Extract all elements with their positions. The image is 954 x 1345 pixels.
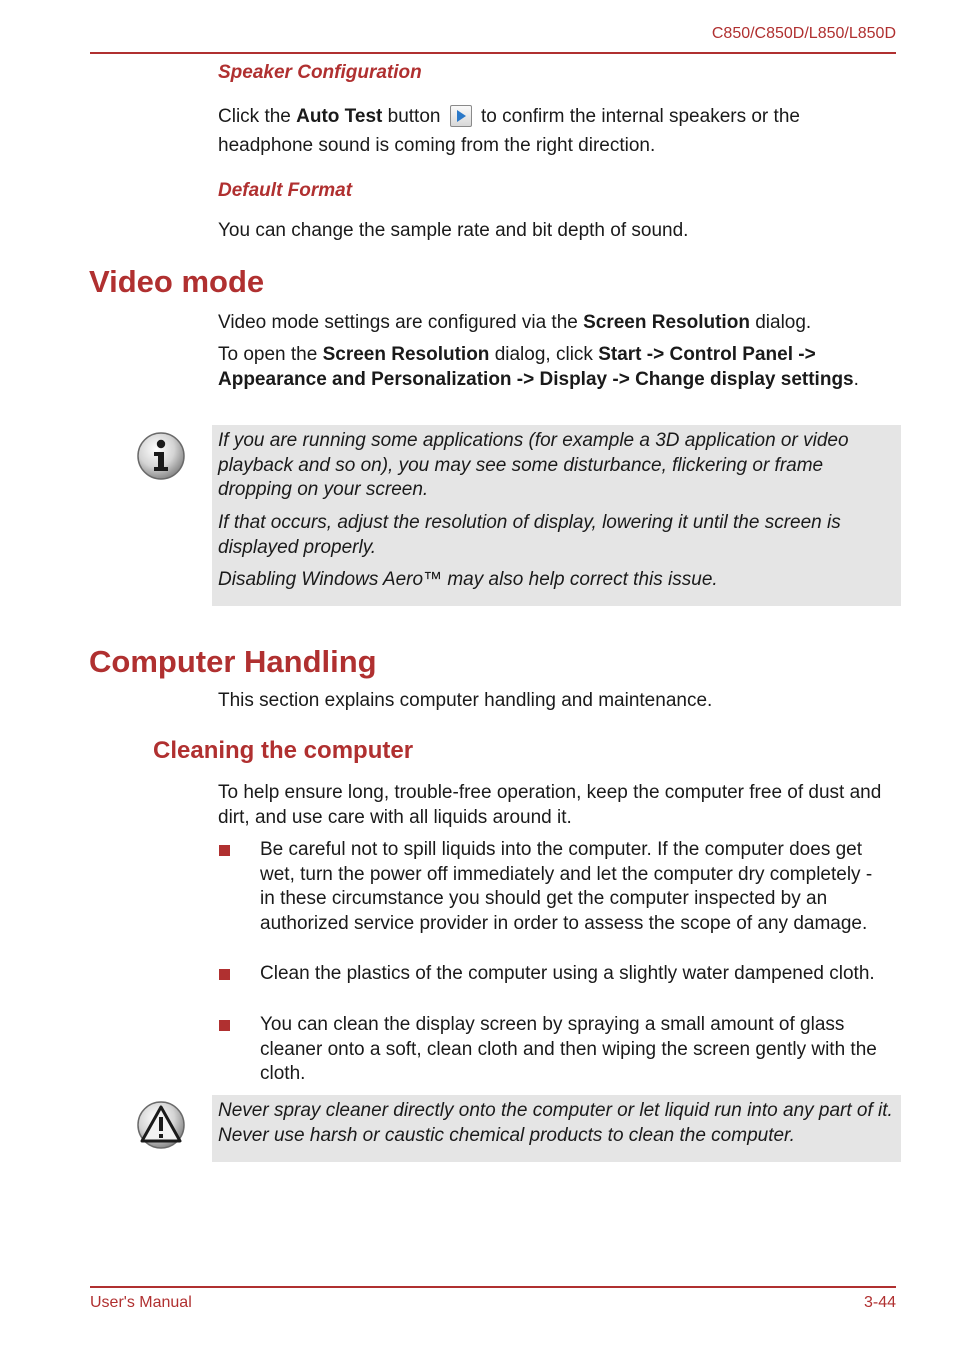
header-model: C850/C850D/L850/L850D (711, 25, 896, 42)
cleaning-bullet-3: You can clean the display screen by spraying a small amount of glass cleaner onto a soft, clean cloth and then wiping the screen gently with the cloth. (260, 1014, 877, 1084)
text-run: dialog, click (489, 344, 599, 365)
auto-test-label: Auto Test (296, 106, 383, 127)
text-run: . (853, 368, 859, 390)
bullet-marker (219, 845, 230, 856)
computer-handling-intro: This section explains computer handling and maintenance. (218, 690, 713, 711)
play-icon (450, 105, 472, 127)
bullet-marker (219, 969, 230, 980)
bold-run: Start -> Control Panel -> Appearance and Personalization -> Display -> Change display settings (218, 344, 854, 390)
text-run: dialog. (749, 312, 812, 333)
info-note-para-2: If that occurs, adjust the resolution of display, lowering it until the screen is displayed properly. (218, 512, 841, 558)
warning-note-text: Never spray cleaner directly onto the computer or let liquid run into any part of it. Never use harsh or caustic chemical products to clean the computer. (218, 1100, 893, 1146)
warning-icon (136, 1100, 186, 1150)
cleaning-intro: To help ensure long, trouble-free operation, keep the computer free of dust and dirt, and use care with all liquids around it. (218, 782, 882, 828)
info-note-para-1: If you are running some applications (for example a 3D application or video playback and so on), you may see some disturbance, flickering or frame dropping on your screen. (218, 430, 849, 500)
bullet-marker (219, 1020, 230, 1031)
text-run: To open the (218, 344, 323, 365)
info-icon (136, 431, 186, 481)
speaker-config-heading: Speaker Configuration (218, 62, 422, 83)
text-run: button (382, 106, 446, 127)
computer-handling-heading: Computer Handling (89, 644, 377, 679)
default-format-heading: Default Format (218, 180, 353, 201)
info-note-para-3: Disabling Windows Aero™ may also help correct this issue. (218, 569, 718, 590)
header-rule (90, 52, 896, 54)
speaker-config-paragraph (218, 102, 878, 160)
video-mode-paragraph-2 (218, 343, 878, 392)
video-mode-paragraph-1 (218, 311, 888, 336)
footer-page-number: 3-44 (863, 1294, 896, 1311)
text-run: Click the (218, 106, 297, 127)
cleaning-bullet-1: Be careful not to spill liquids into the computer. If the computer does get wet, turn the power off immediately and let the computer dry completely - in these circumstance you should get the computer inspected by an authorized service provider in order to assess the scope of any damage. (260, 839, 873, 934)
bold-run: Screen Resolution (322, 344, 490, 365)
default-format-text: You can change the sample rate and bit depth of sound. (218, 220, 689, 241)
footer-manual-label: User's Manual (90, 1294, 192, 1311)
text-run: to confirm the internal speakers or the headphone sound is coming from the right direction. (218, 106, 800, 156)
cleaning-bullet-2: Clean the plastics of the computer using a slightly water dampened cloth. (260, 963, 875, 984)
video-mode-heading: Video mode (89, 264, 265, 299)
cleaning-heading: Cleaning the computer (153, 737, 414, 764)
footer-rule (90, 1286, 896, 1288)
bold-run: Screen Resolution (583, 312, 750, 333)
text-run: Video mode settings are configured via the (218, 312, 584, 333)
